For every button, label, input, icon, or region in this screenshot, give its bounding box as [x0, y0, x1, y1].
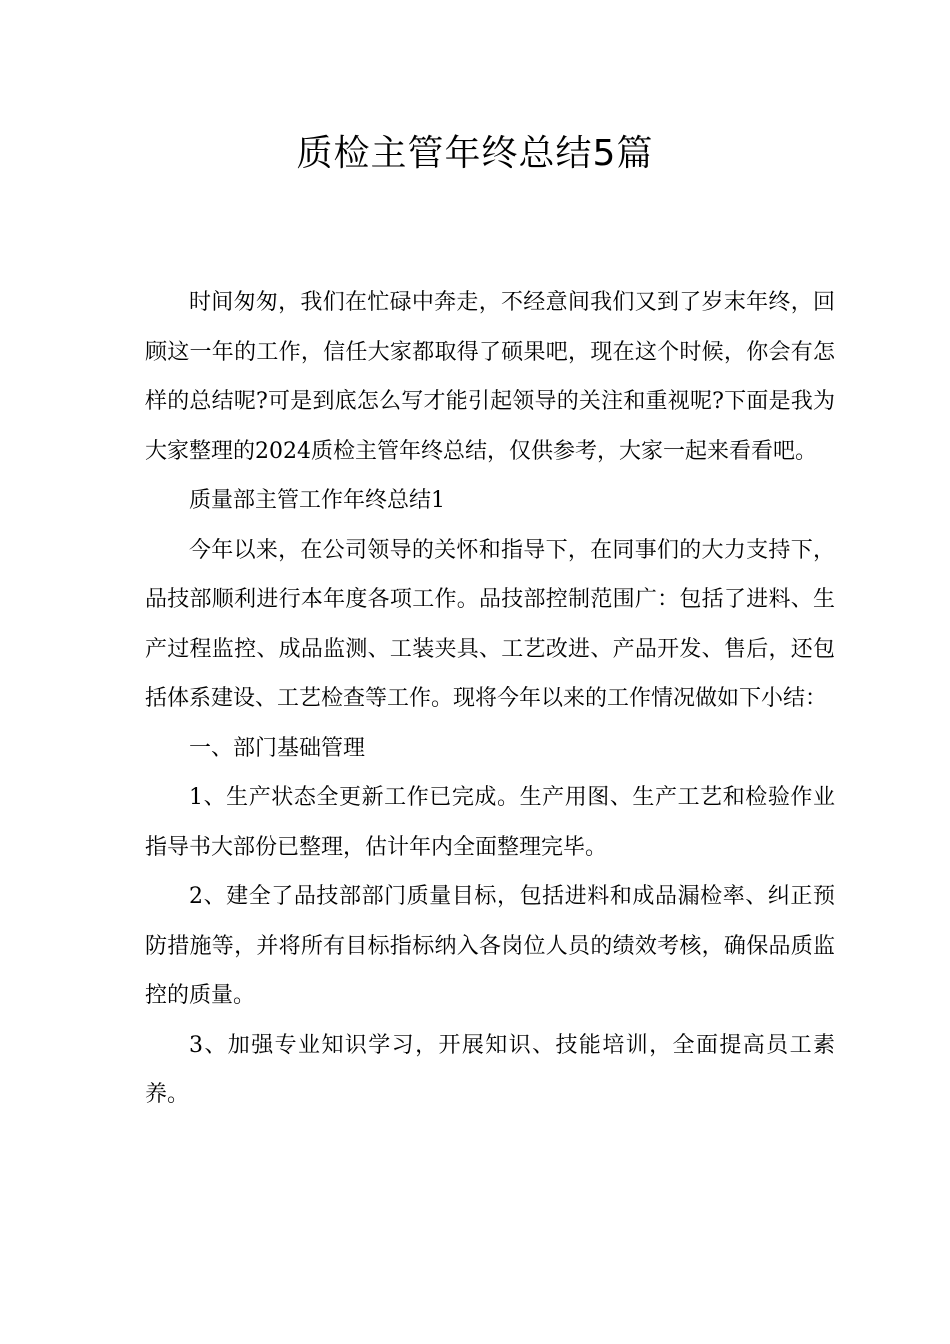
list-item: 1、生产状态全更新工作已完成。生产用图、生产工艺和检验作业指导书大部份已整理，估计年内全面整理完毕。 [145, 785, 835, 860]
subsection-heading: 一、部门基础管理 [189, 735, 366, 761]
list-item: 3、加强专业知识学习，开展知识、技能培训，全面提高员工素养。 [145, 1032, 835, 1107]
intro-paragraph: 时间匆匆，我们在忙碌中奔走，不经意间我们又到了岁末年终，回顾这一年的工作，信任大家都取得了硕果吧，现在这个时候，你会有怎样的总结呢?可是到底怎么写才能引起领导的关注和重视呢?下面是我为大家整理的2024质检主管年终总结，仅供参考，大家一起来看看吧。 [145, 290, 835, 464]
section-heading: 质量部主管工作年终总结1 [189, 488, 445, 513]
list-item: 2、建全了品技部部门质量目标，包括进料和成品漏检率、纠正预防措施等，并将所有目标指标纳入各岗位人员的绩效考核，确保品质监控的质量。 [145, 884, 835, 1008]
document-body [145, 278, 835, 1120]
body-paragraph: 今年以来，在公司领导的关怀和指导下，在同事们的大力支持下，品技部顺利进行本年度各项工作。品技部控制范围广：包括了进料、生产过程监控、成品监测、工装夹具、工艺改进、产品开发、售后，还包括体系建设、工艺检查等工作。现将今年以来的工作情况做如下小结： [145, 537, 835, 711]
document-title: 质检主管年终总结5篇 [296, 133, 654, 174]
